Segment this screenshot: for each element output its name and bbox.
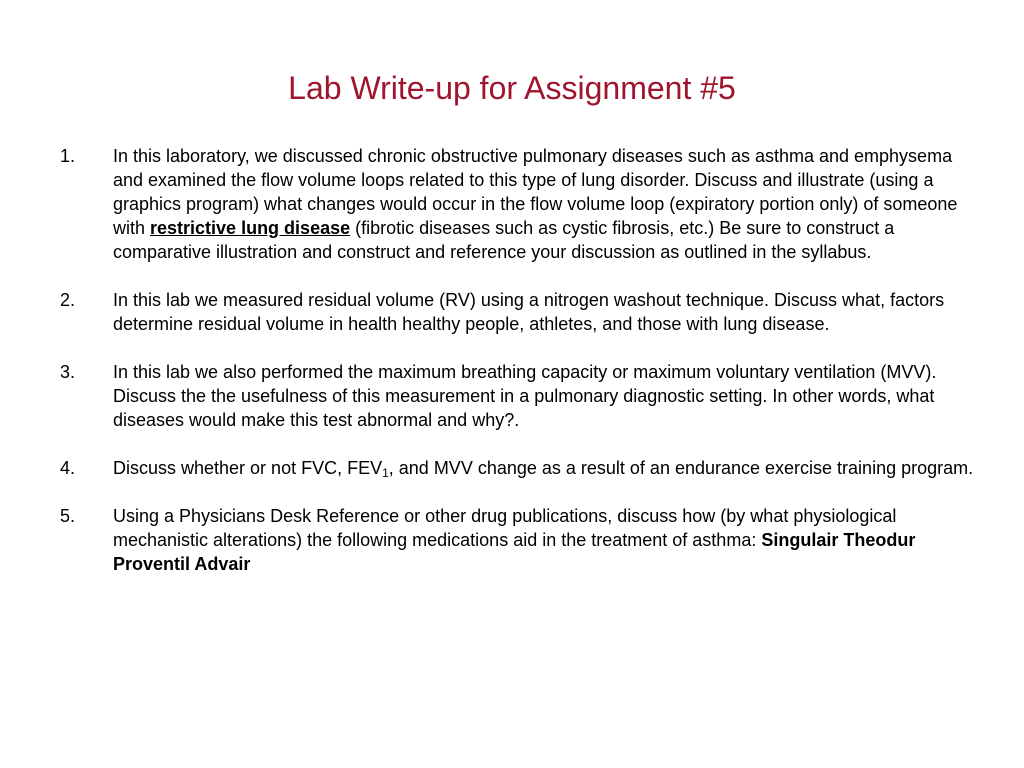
item-text [113, 144, 983, 264]
medications-list: Singulair Theodur Proventil Advair [113, 530, 916, 574]
item-text-part: , and MVV change as a result of an endurance exercise training program. [388, 458, 974, 478]
item-text-part: Using a Physicians Desk Reference or other drug publications, discuss how (by what physiological mechanistic alterations) the following medications aid in the treatment of asthma: [113, 506, 897, 550]
item-number: 1. [60, 146, 76, 166]
assignment-list [60, 144, 990, 600]
item-text: In this lab we also performed the maximum breathing capacity or maximum voluntary ventilation (MVV). Discuss the the usefulness of this measurement in a pulmonary diagnostic setting. In other words, what diseases would make this test abnormal and why?. [113, 362, 937, 430]
item-text-part: (fibrotic diseases such as cystic fibrosis, etc.) Be sure to construct a comparative illustration and construct and reference your discussion as outlined in the syllabus. [113, 218, 895, 262]
subscript-text: 1 [382, 466, 389, 480]
item-text-part: In this laboratory, we discussed chronic obstructive pulmonary diseases such as asthma and emphysema and examined the flow volume loops related to this type of lung disorder. Discuss and illustrate (using a graphics program) what changes would occur in the flow volume loop (expiratory portion only) of someone with [113, 146, 958, 238]
item-number: 2. [60, 290, 76, 310]
item-number: 5. [60, 506, 76, 526]
slide-title: Lab Write-up for Assignment #5 [288, 70, 736, 106]
list-item [60, 144, 990, 264]
list-item [60, 456, 990, 480]
list-item [60, 504, 990, 576]
item-text [113, 456, 983, 480]
item-text [113, 504, 983, 576]
item-number: 4. [60, 458, 76, 478]
item-text: In this lab we measured residual volume (RV) using a nitrogen washout technique. Discuss what, factors determine residual volume in health healthy people, athletes, and those with lung disease. [113, 290, 945, 334]
item-number: 3. [60, 362, 76, 382]
emphasis-text: restrictive lung disease [150, 218, 351, 238]
item-text-part: Discuss whether or not FVC, FEV [113, 458, 383, 478]
list-item [60, 360, 990, 432]
list-item [60, 288, 990, 336]
